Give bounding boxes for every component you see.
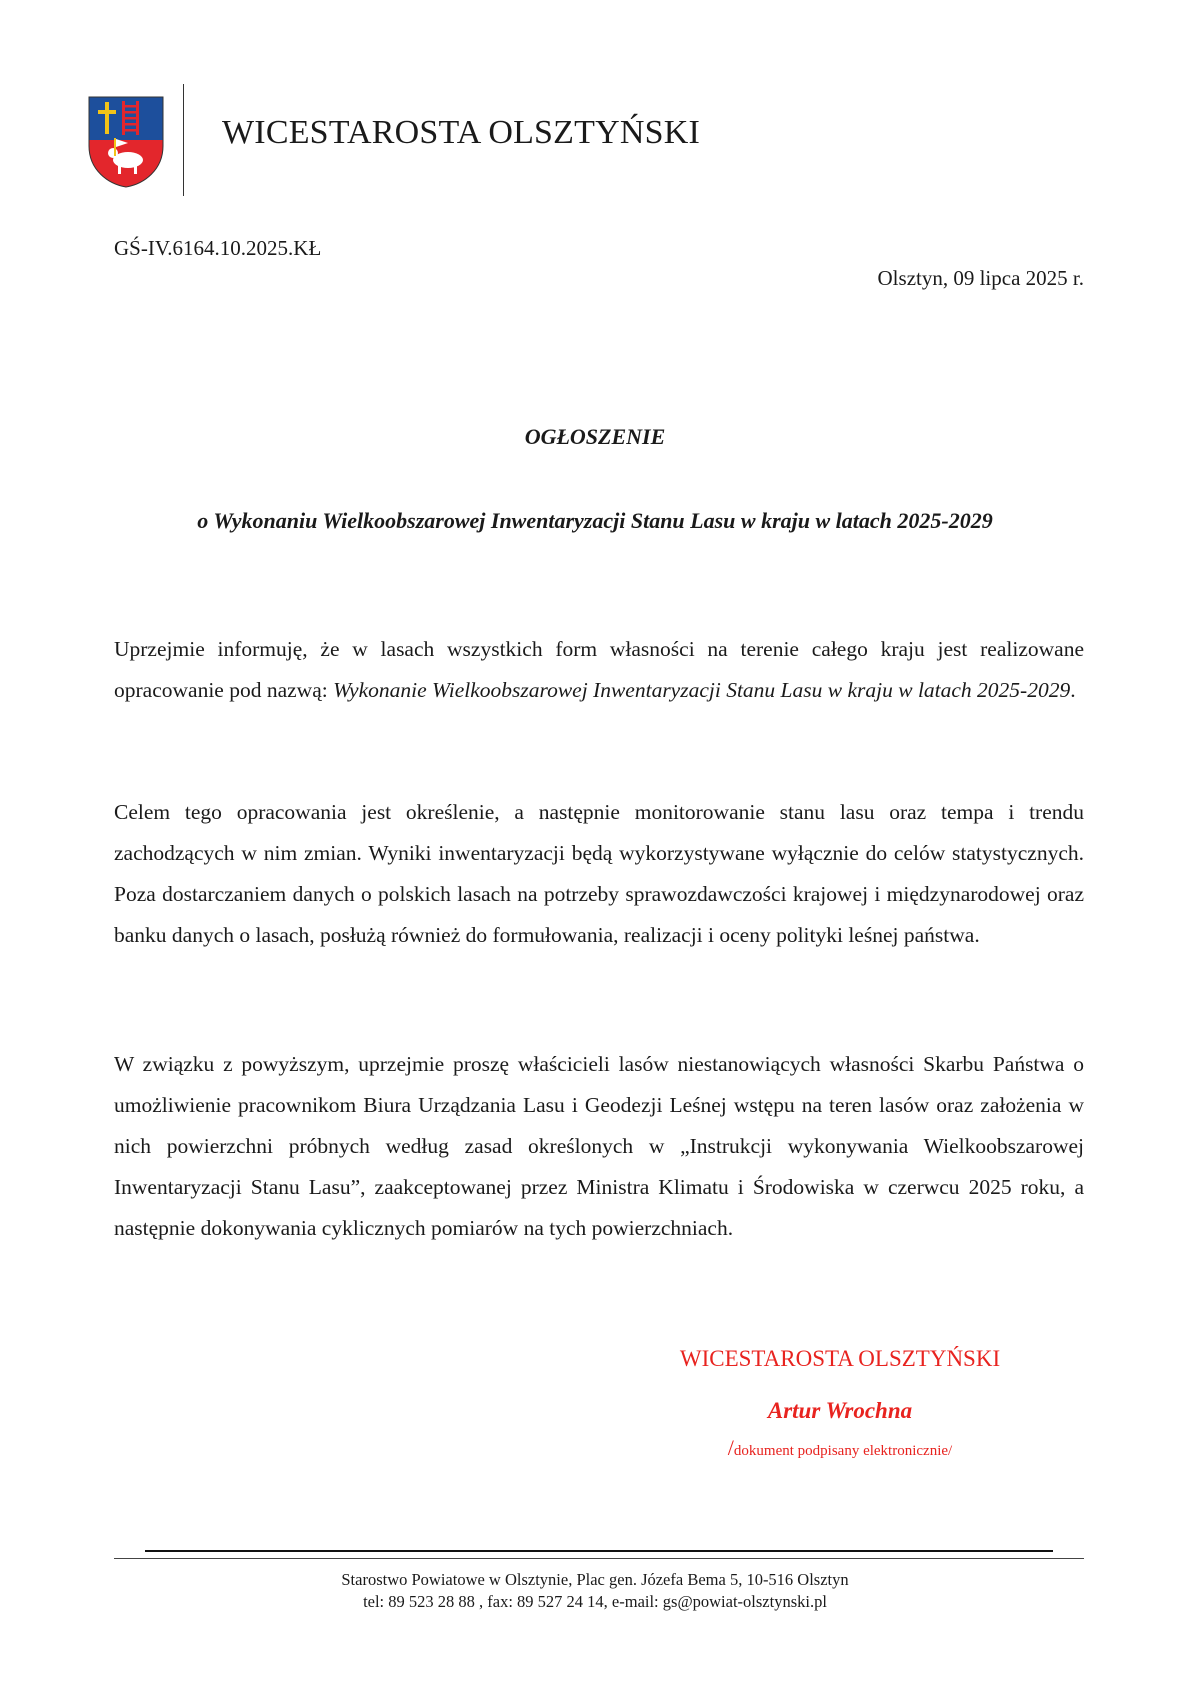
paragraph-2: Celem tego opracowania jest określenie, a następnie monitorowanie stanu lasu oraz tempa i trendu zachodzących w nim zmian. Wyniki inwentaryzacji będą wykorzystywane wyłącznie do celów statystycznych. Poza dostarczaniem danych o polskich lasach na potrzeby sprawozdawczości krajowej i międzynarodowej oraz banku danych o lasach, posłużą również do formułowania, realizacji i oceny polityki leśnej państwa. <box>114 800 1084 947</box>
case-number: GŚ-IV.6164.10.2025.KŁ <box>114 236 322 260</box>
document-date: Olsztyn, 09 lipca 2025 r. <box>877 266 1084 290</box>
header-divider <box>183 84 184 196</box>
signature-note-text: dokument podpisany elektronicznie/ <box>733 1443 953 1459</box>
paragraph-3: W związku z powyższym, uprzejmie proszę właścicieli lasów niestanowiących własności Skarbu Państwa o umożliwienie pracownikom Biura Urządzania Lasu i Geodezji Leśnej wstępu na teren lasów oraz założenia w nich powierzchni próbnych według zasad określonych w „Instrukcji wykonywania Wielkoobszarowej Inwentaryzacji Stanu Lasu”, zaakceptowanej przez Ministra Klimatu i Środowiska w czerwcu 2025 roku, a następnie dokonywania cyklicznych pomiarów na tych powierzchniach. <box>114 1052 1084 1240</box>
signature-note <box>600 1435 1080 1461</box>
footer-address: Starostwo Powiatowe w Olsztynie, Plac gen. Józefa Bema 5, 10-516 Olsztyn <box>341 1570 849 1589</box>
footer-divider-thick <box>145 1550 1053 1552</box>
signature-name: Artur Wrochna <box>767 1398 913 1423</box>
header-title: WICESTAROSTA OLSZTYŃSKI <box>222 114 700 151</box>
paragraph-1-italic-title: Wykonanie Wielkoobszarowej Inwentaryzacji Stanu Lasu w kraju w latach 2025-2029 <box>333 678 1071 702</box>
coat-of-arms-icon <box>88 96 164 188</box>
document-heading: OGŁOSZENIE <box>524 424 666 449</box>
paragraph-1-text: Uprzejmie informuję, że w lasach wszystkich form własności na terenie całego kraju jest realizowane opracowanie pod nazwą: <box>114 637 1084 702</box>
paragraph-1-end: . <box>1070 678 1076 702</box>
paragraph-1 <box>114 629 1084 711</box>
footer-divider-thin <box>114 1558 1084 1559</box>
footer-contact: tel: 89 523 28 88 , fax: 89 527 24 14, e-mail: gs@powiat-olsztynski.pl <box>363 1592 827 1611</box>
signature-slash: / <box>727 1435 734 1460</box>
signature-title: WICESTAROSTA OLSZTYŃSKI <box>679 1346 1001 1371</box>
document-subheading: o Wykonaniu Wielkoobszarowej Inwentaryzacji Stanu Lasu w kraju w latach 2025-2029 <box>197 508 993 533</box>
